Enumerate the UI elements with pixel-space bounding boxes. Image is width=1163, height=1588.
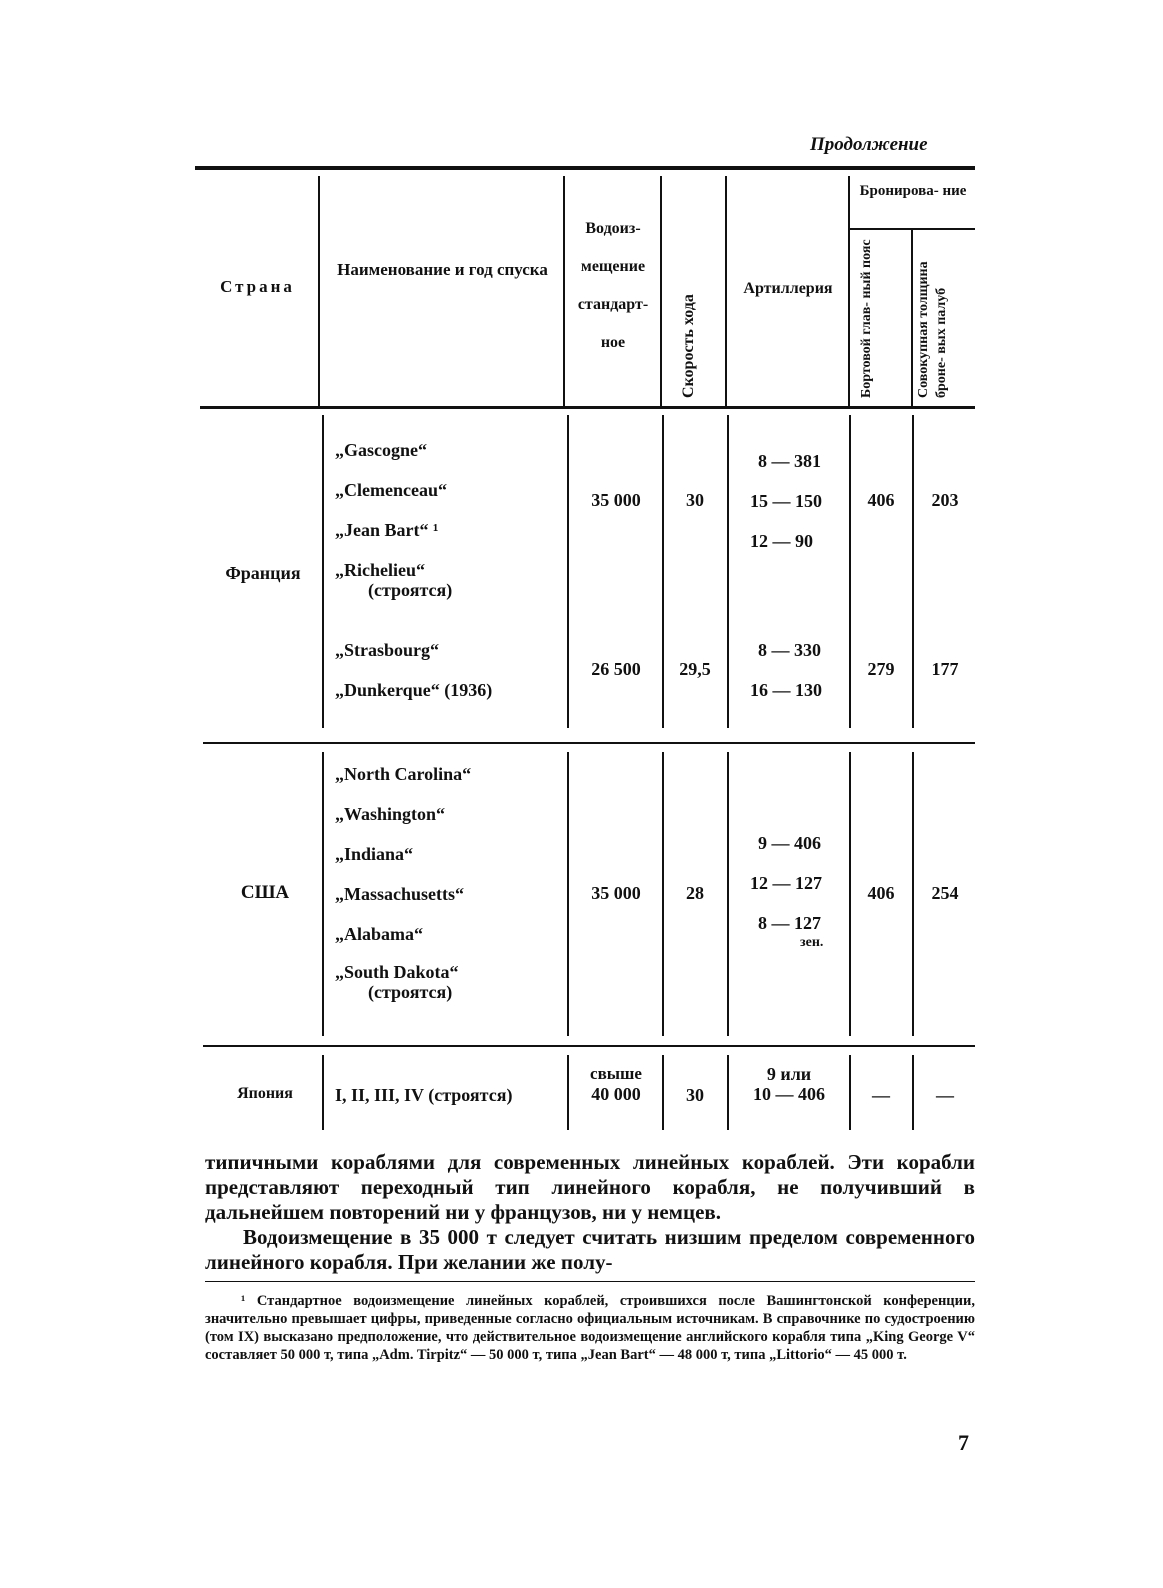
speed: 28 bbox=[686, 883, 704, 903]
country-japan: Япония bbox=[237, 1085, 293, 1102]
col-divider bbox=[727, 1055, 729, 1130]
speed: 29,5 bbox=[679, 659, 711, 679]
col-divider bbox=[322, 415, 324, 728]
ship-name: „Massachusetts“ bbox=[335, 884, 464, 904]
col-divider bbox=[849, 415, 851, 728]
ship-status: (строятся) bbox=[368, 580, 453, 600]
artillery-line: 16 — 130 bbox=[750, 680, 822, 700]
col-divider bbox=[322, 752, 324, 1036]
footnote: ¹ Стандартное водоизмещение линейных кораблей, строившихся после Вашингтонской конференции, значительно превышает цифры, приведенные согласно официальным источникам. В справочнике по судостроению (том IX) высказано предположение, что действительное водоизмещение английского корабля типа „King George V“ составляет 50 000 т, типа „Adm. Tirpitz“ — 50 000 т, типа „Jean Bart“ — 48 000 т, типа „Littorio“ — 45 000 т. bbox=[205, 1293, 975, 1363]
country-france: Франция bbox=[225, 563, 301, 583]
artillery-line: 10 — 406 bbox=[753, 1084, 825, 1104]
country-usa: США bbox=[240, 882, 290, 903]
belt-armor: 406 bbox=[867, 490, 895, 510]
artillery-line: 9 или bbox=[766, 1064, 812, 1084]
header-displacement: Водоиз- мещение стандарт- ное bbox=[577, 220, 649, 351]
header-speed: Скорость хода bbox=[680, 294, 697, 398]
artillery-line: 15 — 150 bbox=[750, 491, 822, 511]
artillery-line: 8 — 330 bbox=[758, 640, 821, 660]
france-usa-divider bbox=[203, 742, 975, 744]
header-belt: Бортовой глав- ный пояс bbox=[859, 239, 874, 398]
belt-armor: — bbox=[872, 1085, 890, 1105]
header-bottom-rule bbox=[200, 406, 975, 409]
ship-name: „Indiana“ bbox=[335, 844, 414, 864]
footnote-rule bbox=[205, 1281, 975, 1282]
header-name: Наименование и год спуска bbox=[337, 260, 548, 279]
col-divider bbox=[567, 752, 569, 1036]
col-divider bbox=[912, 415, 914, 728]
col-divider bbox=[911, 230, 913, 406]
displacement: 26 500 bbox=[591, 659, 641, 679]
ship-name: „Clemenceau“ bbox=[335, 480, 447, 500]
header-deck: Совокупная толщина броне- вых палуб bbox=[916, 261, 949, 398]
ship-name: „Alabama“ bbox=[335, 924, 424, 944]
ship-name: „Dunkerque“ (1936) bbox=[335, 680, 493, 700]
usa-japan-divider bbox=[203, 1045, 975, 1047]
body-paragraph: Водоизмещение в 35 000 т следует считать низшим пределом современного линейного корабля. При желании же полу- bbox=[205, 1225, 975, 1274]
col-divider bbox=[318, 176, 320, 406]
ship-name: „South Dakota“ bbox=[335, 962, 459, 982]
displacement: 35 000 bbox=[591, 490, 641, 510]
page-number: 7 bbox=[958, 1430, 969, 1455]
deck-armor: 254 bbox=[931, 883, 959, 903]
ship-name: „Washington“ bbox=[335, 804, 446, 824]
header-artillery: Артиллерия bbox=[743, 280, 833, 297]
speed: 30 bbox=[686, 1085, 704, 1105]
artillery-note: зен. bbox=[800, 935, 824, 950]
deck-armor: 203 bbox=[931, 490, 959, 510]
deck-armor: — bbox=[936, 1085, 954, 1105]
artillery-line: 8 — 381 bbox=[758, 451, 821, 471]
ship-name: „Richelieu“ bbox=[335, 560, 425, 580]
ship-name: „Jean Bart“ ¹ bbox=[335, 520, 439, 540]
header-country: Страна bbox=[220, 277, 295, 296]
col-divider bbox=[567, 1055, 569, 1130]
belt-armor: 406 bbox=[867, 883, 895, 903]
artillery-line: 8 — 127 bbox=[758, 913, 821, 933]
col-divider bbox=[660, 176, 662, 406]
col-divider bbox=[727, 415, 729, 728]
col-divider bbox=[662, 415, 664, 728]
body-paragraph: типичными кораблями для современных линейных кораблей. Эти корабли представляют переходный тип линейного корабля, не получивший в дальнейшем повторений ни у французов, ни у немцев. bbox=[205, 1150, 975, 1224]
artillery-line: 12 — 90 bbox=[750, 531, 813, 551]
col-divider bbox=[725, 176, 727, 406]
artillery-line: 9 — 406 bbox=[758, 833, 821, 853]
ship-name: I, II, III, IV (строятся) bbox=[335, 1085, 513, 1105]
displacement-prefix: свыше bbox=[590, 1064, 642, 1083]
col-divider bbox=[322, 1055, 324, 1130]
ship-name: „Strasbourg“ bbox=[335, 640, 440, 660]
continuation-caption: Продолжение bbox=[810, 134, 928, 155]
ship-name: „North Carolina“ bbox=[335, 764, 472, 784]
header-armor: Бронирова- ние bbox=[859, 183, 967, 199]
col-divider bbox=[563, 176, 565, 406]
table-top-rule bbox=[195, 166, 975, 170]
displacement: 40 000 bbox=[591, 1084, 641, 1104]
belt-armor: 279 bbox=[867, 659, 895, 679]
col-divider bbox=[567, 415, 569, 728]
ship-status: (строятся) bbox=[368, 982, 453, 1002]
col-divider bbox=[727, 752, 729, 1036]
displacement: 35 000 bbox=[591, 883, 641, 903]
col-divider bbox=[848, 176, 850, 406]
ship-name: „Gascogne“ bbox=[335, 440, 427, 460]
speed: 30 bbox=[686, 490, 704, 510]
deck-armor: 177 bbox=[931, 659, 959, 679]
artillery-line: 12 — 127 bbox=[750, 873, 822, 893]
